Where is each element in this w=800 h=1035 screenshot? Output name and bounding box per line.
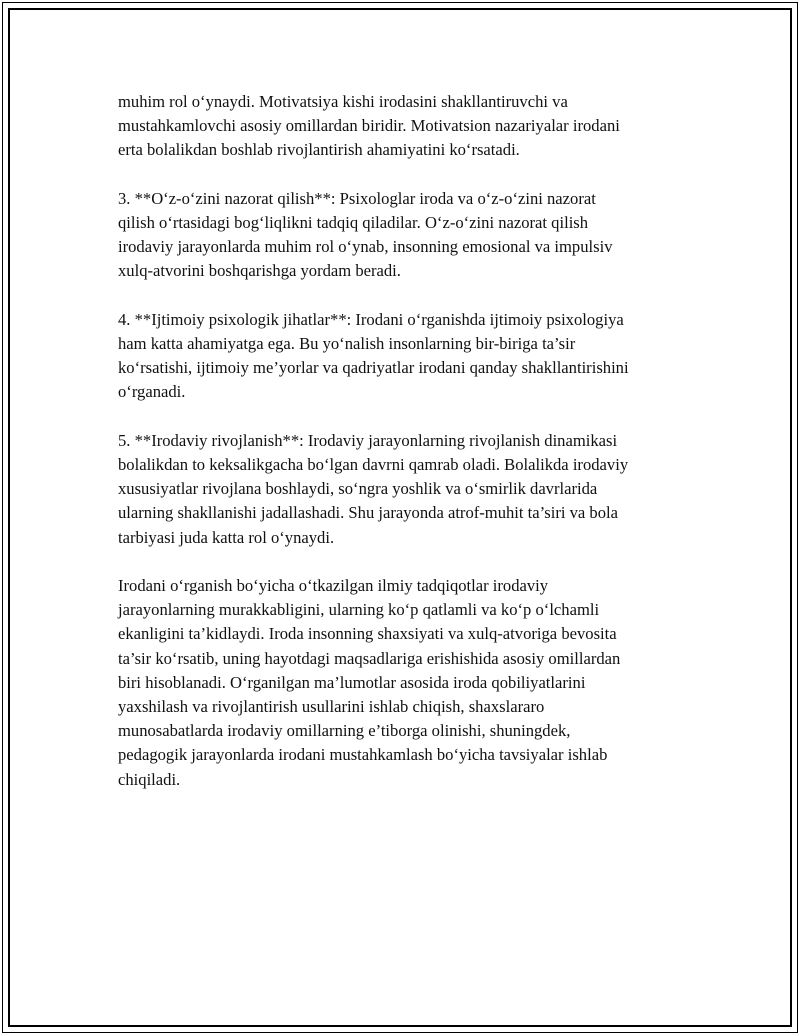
document-body <box>118 90 698 816</box>
paragraph-motivation-continuation: muhim rol o‘ynaydi. Motivatsiya kishi irodasini shakllantiruvchi va mustahkamlovchi asosiy omillardan biridir. Motivatsion nazariyalar irodani erta bolalikdan boshlab rivojlantirish ahamiyatini ko‘rsatadi. <box>118 92 620 160</box>
paragraph-volitional-development: 5. **Irodaviy rivojlanish**: Irodaviy jarayonlarning rivojlanish dinamikasi bolalikdan to keksalikgacha bo‘lgan davrni qamrab oladi. Bolalikda irodaviy xususiyatlar rivojlana boshlaydi, so‘ngra yoshlik va o‘smirlik davrlarida ularning shakllanishi jadallashadi. Shu jarayonda atrof-muhit ta’siri va bola tarbiyasi juda katta rol o‘ynaydi. <box>118 430 629 547</box>
paragraph-social-psychology: 4. **Ijtimoiy psixologik jihatlar**: Irodani o‘rganishda ijtimoiy psixologiya ham katta ahamiyatga ega. Bu yo‘nalish insonlarning bir-biriga ta’sir ko‘rsatishi, ijtimoiy me’yorlar va qadriyatlar irodani qanday shakllantirishini o‘rganadi. <box>118 309 629 402</box>
paragraph-conclusion: Irodani o‘rganish bo‘yicha o‘tkazilgan ilmiy tadqiqotlar irodaviy jarayonlarning murakkabligini, ularning ko‘p qatlamli va ko‘p o‘lchamli ekanligini ta’kidlaydi. Iroda insonning shaxsiyati va xulq-atvoriga bevosita ta’sir ko‘rsatib, uning hayotdagi maqsadlariga erishishida asosiy omillardan biri hisoblanadi. O‘rganilgan ma’lumotlar asosida iroda qobiliyatlarini yaxshilash va rivojlantirish usullarini ishlab chiqish, shaxslararo munosabatlarda irodaviy omillarning e’tiborga olinishi, shuningdek, pedagogik jarayonlarda irodani mustahkamlash bo‘yicha tavsiyalar ishlab chiqiladi. <box>118 576 621 789</box>
paragraph-self-control: 3. **O‘z-o‘zini nazorat qilish**: Psixologlar iroda va o‘z-o‘zini nazorat qilish o‘rtasidagi bog‘liqlikni tadqiq qiladilar. O‘z-o‘zini nazorat qilish irodaviy jarayonlarda muhim rol o‘ynab, insonning emosional va impulsiv xulq-atvorini boshqarishga yordam beradi. <box>118 188 613 281</box>
